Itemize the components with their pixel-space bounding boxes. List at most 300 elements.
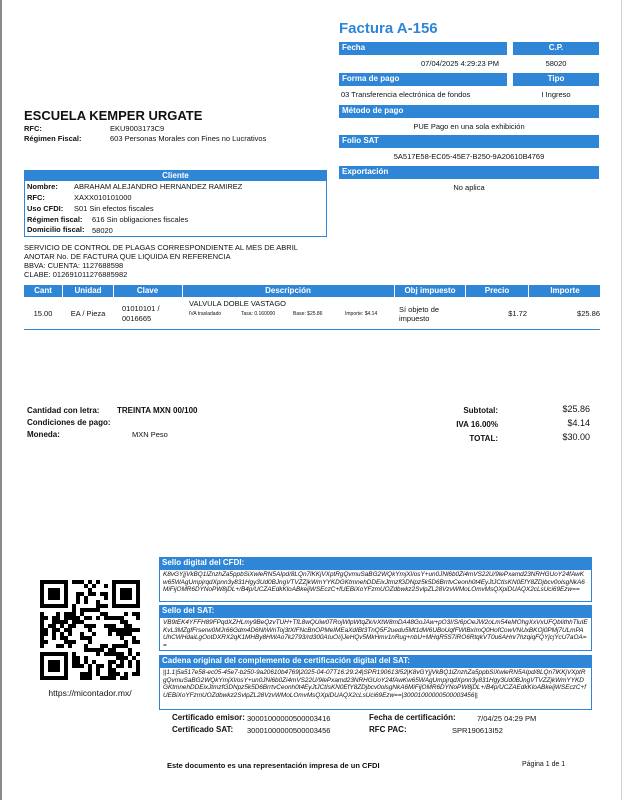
row-clave-2: 0016665 xyxy=(122,314,152,323)
qr-module xyxy=(116,644,120,648)
qr-module xyxy=(136,596,140,600)
qr-module xyxy=(104,596,108,600)
qr-module xyxy=(48,588,52,592)
total-label: TOTAL: xyxy=(469,434,498,443)
qr-module xyxy=(88,640,92,644)
qr-module xyxy=(64,592,68,596)
qr-module xyxy=(104,652,108,656)
col-sep xyxy=(113,285,114,297)
issuer-regimen-label: Régimen Fiscal: xyxy=(24,134,82,143)
qr-module xyxy=(88,664,92,668)
qr-module xyxy=(68,640,72,644)
qr-module xyxy=(76,600,80,604)
iva-value: $4.14 xyxy=(567,418,590,428)
qr-module xyxy=(124,656,128,660)
table-row xyxy=(24,297,600,329)
qr-module xyxy=(72,604,76,608)
qr-module xyxy=(108,664,112,668)
qr-module xyxy=(64,588,68,592)
qr-module xyxy=(120,604,124,608)
qr-module xyxy=(80,636,84,640)
qr-module xyxy=(76,660,80,664)
qr-module xyxy=(52,604,56,608)
moneda-value: MXN Peso xyxy=(132,430,168,439)
qr-module xyxy=(112,592,116,596)
qr-module xyxy=(76,592,80,596)
qr-module xyxy=(68,616,72,620)
qr-module xyxy=(136,584,140,588)
qr-module xyxy=(132,656,136,660)
qr-module xyxy=(44,580,48,584)
footer-url[interactable]: https://micontador.mx/ xyxy=(48,688,132,698)
fecha-cert-label: Fecha de certificación: xyxy=(369,713,456,722)
cert-emisor-label: Certificado emisor: xyxy=(172,713,245,722)
qr-module xyxy=(120,596,124,600)
qr-module xyxy=(84,616,88,620)
qr-module xyxy=(124,672,128,676)
qr-module xyxy=(120,664,124,668)
qr-module xyxy=(108,672,112,676)
qr-module xyxy=(52,628,56,632)
qr-module xyxy=(112,596,116,600)
iva-label: IVA 16.00% xyxy=(456,420,498,429)
row-unidad: EA / Pieza xyxy=(70,309,106,318)
row-obj-1: Sí objeto de xyxy=(399,305,440,314)
qr-module xyxy=(116,604,120,608)
col-descripcion: Descripción xyxy=(265,286,311,295)
tipo-header: Tipo xyxy=(513,73,599,86)
row-obj-2: impuesto xyxy=(399,314,430,323)
row-tasa: Tasa: 0.160000 xyxy=(241,311,276,317)
qr-module xyxy=(52,588,56,592)
qr-module xyxy=(120,620,124,624)
qr-module xyxy=(64,596,68,600)
qr-module xyxy=(112,584,116,588)
qr-module xyxy=(40,592,44,596)
qr-module xyxy=(44,652,48,656)
qr-module xyxy=(120,616,124,620)
issuer-rfc: EKU9003173C9 xyxy=(110,124,165,133)
qr-module xyxy=(52,580,56,584)
qr-module xyxy=(128,592,132,596)
folio-value: 5A517E58-EC05-45E7-B250-9A20610B4769 xyxy=(393,152,545,161)
qr-module xyxy=(68,628,72,632)
qr-module xyxy=(52,592,56,596)
qr-module xyxy=(112,676,116,680)
qr-module xyxy=(108,628,112,632)
qr-module xyxy=(128,604,132,608)
qr-module xyxy=(52,596,56,600)
qr-module xyxy=(104,612,108,616)
qr-module xyxy=(44,604,48,608)
qr-module xyxy=(88,616,92,620)
qr-module xyxy=(40,632,44,636)
qr-module xyxy=(108,668,112,672)
col-importe: Importe xyxy=(550,286,580,295)
qr-module xyxy=(40,584,44,588)
qr-module xyxy=(136,660,140,664)
qr-module xyxy=(40,596,44,600)
qr-module xyxy=(64,600,68,604)
qr-module xyxy=(48,668,52,672)
folio-header: Folio SAT xyxy=(339,135,599,148)
qr-module xyxy=(112,624,116,628)
qr-module xyxy=(72,640,76,644)
qr-module xyxy=(60,652,64,656)
qr-module xyxy=(116,616,120,620)
qr-module xyxy=(100,676,104,680)
qr-module xyxy=(80,632,84,636)
qr-module xyxy=(44,676,48,680)
qr-module xyxy=(84,676,88,680)
qr-module xyxy=(64,676,68,680)
qr-module xyxy=(68,624,72,628)
qr-module xyxy=(72,664,76,668)
qr-module xyxy=(64,672,68,676)
qr-module xyxy=(40,644,44,648)
cert-sat: 30001000000500003456 xyxy=(247,726,331,735)
qr-module xyxy=(136,600,140,604)
qr-module xyxy=(108,632,112,636)
forma-pago-value: 03 Transferencia electrónica de fondos xyxy=(341,90,471,99)
qr-module xyxy=(124,632,128,636)
fecha-header: Fecha xyxy=(339,42,507,55)
qr-module xyxy=(124,604,128,608)
qr-module xyxy=(64,584,68,588)
sello-cfdi: K8vGYjjVkBQ1lZnzhZa5ppbSiXwleRN5AIpd/8LQn7lKKjVXptRgQvmuSaBG2WQkYmjXl/osY+un0JNl6b0Zi4mVS22U/9lePxamd23NRHGUoY24fAwKw65WAgUmpjrqdXpnn3y831Hgy3Ud0BJngVTVZZjkWmYYKDGKtmnehDDEixJtmzfGDNpz5k5D6BrrtvCeonh0t4EyJtJCtIsKN0EfY8ZDjbcv0olsgNkA6MiFijOMR6DYNoPW8jDL+/B4p/UCZAEdkKloABkeijWSEczC+fUEBiXoYFzmUOZdbwkz2SvlpZL28VzvWMoLOmvMsQXpiDUAQX2cLsUci69Ezw== xyxy=(159,569,592,602)
tipo-value: I Ingreso xyxy=(541,90,571,99)
qr-module xyxy=(48,676,52,680)
qr-module xyxy=(40,660,44,664)
client-domicilio-label: Domicilio fiscal: xyxy=(27,225,85,234)
qr-module xyxy=(56,612,60,616)
cadena-header: Cadena original del complemento de certificación digital del SAT: xyxy=(159,655,592,667)
qr-module xyxy=(112,644,116,648)
qr-module xyxy=(64,652,68,656)
qr-module xyxy=(88,624,92,628)
qr-module xyxy=(52,632,56,636)
qr-module xyxy=(40,620,44,624)
qr-module xyxy=(120,652,124,656)
qr-module xyxy=(100,664,104,668)
qr-module xyxy=(88,676,92,680)
qr-module xyxy=(112,580,116,584)
qr-module xyxy=(80,608,84,612)
qr-module xyxy=(104,584,108,588)
qr-module xyxy=(128,652,132,656)
qr-module xyxy=(40,588,44,592)
qr-module xyxy=(48,624,52,628)
qr-module xyxy=(60,624,64,628)
qr-module xyxy=(88,668,92,672)
qr-module xyxy=(92,608,96,612)
qr-module xyxy=(44,616,48,620)
qr-module xyxy=(84,672,88,676)
qr-module xyxy=(128,664,132,668)
col-cant: Cant xyxy=(34,286,52,295)
qr-module xyxy=(136,604,140,608)
qr-module xyxy=(56,628,60,632)
client-domicilio: 58020 xyxy=(92,226,113,235)
qr-module xyxy=(128,632,132,636)
qr-module xyxy=(40,636,44,640)
qr-module xyxy=(52,660,56,664)
moneda-label: Moneda: xyxy=(27,430,60,439)
qr-module xyxy=(128,648,132,652)
qr-module xyxy=(116,664,120,668)
qr-module xyxy=(64,668,68,672)
qr-module xyxy=(40,612,44,616)
condiciones-label: Condiciones de pago: xyxy=(27,418,111,427)
qr-module xyxy=(92,648,96,652)
qr-module xyxy=(136,628,140,632)
row-base: Base: $25.86 xyxy=(293,311,323,317)
qr-module xyxy=(56,676,60,680)
client-regimen-label: Régimen fiscal: xyxy=(27,215,83,224)
qr-module xyxy=(128,628,132,632)
qr-module xyxy=(108,624,112,628)
qr-module xyxy=(124,612,128,616)
qr-module xyxy=(108,660,112,664)
qr-module xyxy=(96,652,100,656)
qr-module xyxy=(120,644,124,648)
qr-module xyxy=(76,580,80,584)
qr-module xyxy=(80,672,84,676)
qr-module xyxy=(136,592,140,596)
qr-module xyxy=(120,656,124,660)
qr-module xyxy=(132,636,136,640)
qr-module xyxy=(72,620,76,624)
qr-module xyxy=(44,628,48,632)
qr-module xyxy=(64,628,68,632)
qr-module xyxy=(64,636,68,640)
qr-module xyxy=(52,624,56,628)
qr-module xyxy=(56,596,60,600)
row-precio: $1.72 xyxy=(508,309,527,318)
qr-module xyxy=(76,656,80,660)
qr-module xyxy=(44,640,48,644)
qr-module xyxy=(120,580,124,584)
qr-module xyxy=(48,652,52,656)
qr-module xyxy=(64,620,68,624)
qr-module xyxy=(76,616,80,620)
qr-module xyxy=(84,636,88,640)
qr-module xyxy=(124,676,128,680)
qr-module xyxy=(132,628,136,632)
col-sep xyxy=(465,285,466,297)
qr-module xyxy=(60,632,64,636)
qr-module xyxy=(92,584,96,588)
qr-module xyxy=(112,648,116,652)
client-uso-label: Uso CFDI: xyxy=(27,204,64,213)
qr-module xyxy=(108,616,112,620)
qr-module xyxy=(56,620,60,624)
qr-module xyxy=(60,636,64,640)
qr-module xyxy=(120,636,124,640)
qr-module xyxy=(104,676,108,680)
qr-module xyxy=(84,600,88,604)
qr-module xyxy=(64,656,68,660)
qr-module xyxy=(112,660,116,664)
row-importe-imp: Importe: $4.14 xyxy=(345,311,378,317)
qr-module xyxy=(104,644,108,648)
qr-module xyxy=(60,644,64,648)
qr-module xyxy=(84,608,88,612)
client-rfc-label: RFC: xyxy=(27,193,45,202)
sello-cfdi-header: Sello digital del CFDI: xyxy=(159,557,592,569)
qr-module xyxy=(124,640,128,644)
issuer-name: ESCUELA KEMPER URGATE xyxy=(24,108,203,123)
qr-module xyxy=(64,580,68,584)
qr-module xyxy=(88,580,92,584)
row-divider xyxy=(24,329,600,330)
qr-module xyxy=(68,632,72,636)
qr-module xyxy=(120,660,124,664)
qr-module xyxy=(80,592,84,596)
qr-module xyxy=(116,580,120,584)
cantidad-letra-label: Cantidad con letra: xyxy=(27,406,100,415)
qr-module xyxy=(64,664,68,668)
invoice-title: Factura A-156 xyxy=(339,20,438,37)
qr-module xyxy=(48,596,52,600)
qr-module xyxy=(80,580,84,584)
qr-module xyxy=(112,668,116,672)
notes-line-1: SERVICIO DE CONTROL DE PLAGAS CORRESPONDIENTE AL MES DE ABRIL xyxy=(24,243,298,252)
cp-header: C.P. xyxy=(513,42,599,55)
qr-module xyxy=(124,624,128,628)
qr-module xyxy=(104,624,108,628)
qr-module xyxy=(60,620,64,624)
qr-module xyxy=(112,588,116,592)
qr-module xyxy=(108,652,112,656)
qr-module xyxy=(64,660,68,664)
qr-module xyxy=(40,580,44,584)
qr-module xyxy=(40,604,44,608)
qr-module xyxy=(84,644,88,648)
qr-module xyxy=(76,664,80,668)
qr-module xyxy=(52,676,56,680)
col-sep xyxy=(62,285,63,297)
qr-module xyxy=(44,632,48,636)
qr-code xyxy=(40,580,140,680)
qr-module xyxy=(136,580,140,584)
qr-module xyxy=(100,604,104,608)
qr-module xyxy=(96,616,100,620)
qr-module xyxy=(116,656,120,660)
qr-module xyxy=(132,672,136,676)
notes xyxy=(24,243,298,279)
qr-module xyxy=(108,676,112,680)
qr-module xyxy=(56,616,60,620)
client-nombre-label: Nombre: xyxy=(27,182,58,191)
qr-module xyxy=(96,648,100,652)
rfc-pac: SPR190613I52 xyxy=(452,726,503,735)
qr-module xyxy=(84,596,88,600)
qr-module xyxy=(88,672,92,676)
qr-module xyxy=(56,660,60,664)
qr-module xyxy=(56,644,60,648)
qr-module xyxy=(96,672,100,676)
col-sep xyxy=(528,285,529,297)
qr-module xyxy=(124,596,128,600)
qr-module xyxy=(88,628,92,632)
qr-module xyxy=(128,660,132,664)
qr-module xyxy=(60,676,64,680)
qr-module xyxy=(40,628,44,632)
qr-module xyxy=(96,600,100,604)
client-rfc: XAXX010101000 xyxy=(74,193,132,202)
qr-module xyxy=(56,592,60,596)
metodo-pago-header: Método de pago xyxy=(339,105,599,118)
qr-module xyxy=(112,652,116,656)
qr-module xyxy=(84,660,88,664)
qr-module xyxy=(40,652,44,656)
qr-module xyxy=(84,648,88,652)
qr-module xyxy=(48,664,52,668)
qr-module xyxy=(96,668,100,672)
qr-module xyxy=(128,580,132,584)
qr-module xyxy=(76,596,80,600)
qr-module xyxy=(40,640,44,644)
qr-module xyxy=(84,584,88,588)
exportacion-value: No aplica xyxy=(453,183,485,192)
qr-module xyxy=(116,628,120,632)
qr-module xyxy=(136,652,140,656)
row-clave-1: 01010101 / xyxy=(122,304,160,313)
qr-module xyxy=(132,580,136,584)
forma-pago-header: Forma de pago xyxy=(339,73,507,86)
qr-module xyxy=(40,656,44,660)
col-sep xyxy=(182,285,183,297)
col-obj-impuesto: Obj impuesto xyxy=(404,286,456,295)
qr-module xyxy=(100,592,104,596)
col-clave: Clave xyxy=(136,286,159,295)
qr-module xyxy=(88,648,92,652)
row-importe: $25.86 xyxy=(577,309,600,318)
qr-module xyxy=(64,604,68,608)
qr-module xyxy=(80,612,84,616)
qr-module xyxy=(40,600,44,604)
qr-module xyxy=(88,588,92,592)
qr-module xyxy=(92,592,96,596)
qr-module xyxy=(120,676,124,680)
row-cant: 15.00 xyxy=(33,309,53,318)
sello-sat: VB9tEK4YFFH89FPqdXZHLmy9BeQzvTUH+TfL8wQUiw0TRojWlpWtqZk/vXtW8mDA48GoJAw+pO3I/S/6pOeJW2oLm54eMOhgXxVxUFQbIithhTluIEKvL3MZgfFrserw0MJr66Gdm4D6NhWnToj3tXlFNcBnOPMeIMEaXdIBt3TnQ5F2uedu5Mt1dW6UBoUqfFWIBxImQ0HofCowVNUxBKOj0PMj7ULmPAUhCWHdaiLgOotDXRX2qK1MHBy8HWAo7k2793/rd300AIuO//jJeHQv5MkHmv1nRug+nbU+MHqR5S7iRO6RtqkVT0u6AHnr7hzqiqFQYjcjYcU7aOA== xyxy=(159,617,592,651)
qr-module xyxy=(128,588,132,592)
qr-module xyxy=(100,644,104,648)
qr-module xyxy=(68,644,72,648)
qr-module xyxy=(124,628,128,632)
qr-module xyxy=(56,664,60,668)
qr-module xyxy=(56,588,60,592)
row-iva: IVA trasladado xyxy=(189,311,222,317)
subtotal-label: Subtotal: xyxy=(463,406,498,415)
cp-value: 58020 xyxy=(545,59,567,68)
qr-module xyxy=(100,612,104,616)
qr-module xyxy=(104,604,108,608)
qr-module xyxy=(56,580,60,584)
client-nombre: ABRAHAM ALEJANDRO HERNANDEZ RAMIREZ xyxy=(74,182,243,191)
qr-module xyxy=(84,656,88,660)
subtotal-value: $25.86 xyxy=(562,404,590,414)
qr-module xyxy=(60,580,64,584)
qr-module xyxy=(104,592,108,596)
client-header: Cliente xyxy=(24,170,327,181)
qr-module xyxy=(136,672,140,676)
qr-module xyxy=(132,612,136,616)
qr-module xyxy=(92,660,96,664)
qr-module xyxy=(120,628,124,632)
